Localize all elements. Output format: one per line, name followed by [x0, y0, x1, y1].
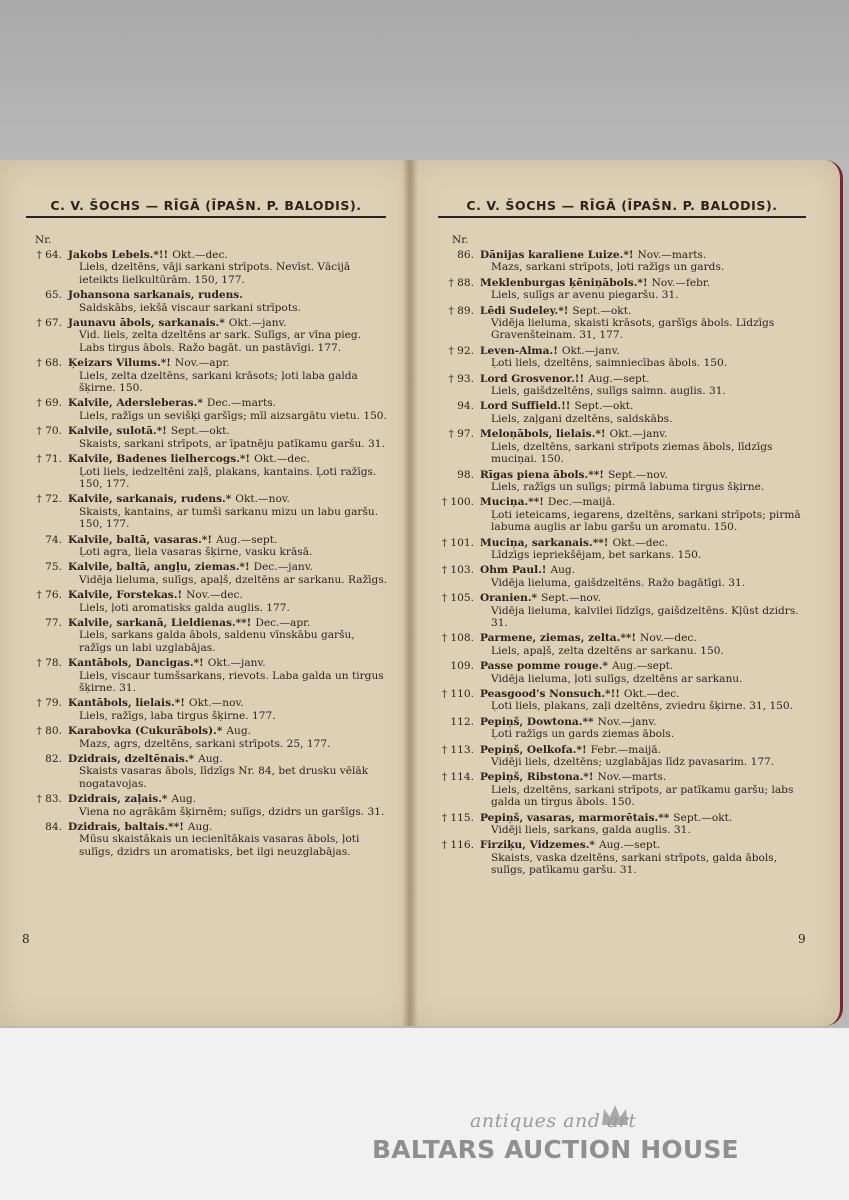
variety-name: Karabovka (Cukurābols).* — [68, 725, 223, 738]
entry-number: † 92. — [448, 344, 474, 357]
book-gutter — [402, 160, 418, 1026]
catalog-entry — [432, 345, 808, 370]
entry-number: † 105. — [441, 592, 474, 605]
ripening-season: Aug. — [226, 725, 251, 738]
variety-description: Ļoti agra, liela vasaras šķirne, vasku krāsā. — [79, 545, 313, 558]
variety-name: Rīgas piena ābols.**! — [480, 468, 604, 481]
ripening-season: Febr.—maijā. — [590, 743, 662, 756]
catalog-entry — [432, 688, 808, 713]
variety-name: Oranien.* — [480, 592, 538, 605]
ripening-season: Okt.—nov. — [235, 493, 290, 506]
variety-name: Jaunavu ābols, sarkanais.* — [68, 317, 225, 330]
catalog-entry — [20, 821, 388, 858]
entry-number: 77. — [45, 616, 62, 629]
variety-description: Ļoti liels, iedzeltēni zaļš, plakans, kantains. Ļoti ražīgs. 150, 177. — [79, 465, 377, 490]
variety-name: Johansona sarkanais, rudens. — [68, 289, 243, 302]
ripening-season: Aug. — [198, 753, 223, 766]
variety-name: Pepiņš, vasaras, marmorētais.** — [480, 811, 670, 824]
catalog-entry — [432, 592, 808, 629]
ripening-season: Nov.—janv. — [597, 715, 657, 728]
ripening-season: Okt.—janv. — [207, 657, 266, 670]
ripening-season: Nov.—dec. — [186, 589, 243, 602]
ripening-season: Dec.—maijā. — [547, 496, 616, 509]
catalog-entry — [20, 617, 388, 654]
entry-number: † 93. — [448, 372, 474, 385]
left-page — [0, 160, 410, 1026]
variety-description: Mūsu skaistākais un iecienītākais vasaras ābols, ļoti sulīgs, dzidrs un aromatisks, bet ilgi neuzglabājas. — [79, 833, 360, 858]
variety-description: Liels, sulīgs ar avenu piegaršu. 31. — [491, 289, 679, 302]
entry-number: 112. — [450, 715, 474, 728]
variety-description: Vidēja lieluma, ļoti sulīgs, dzeltēns ar sarkanu. — [491, 672, 743, 685]
variety-description: Liels, ražīgs, laba tirgus šķirne. 177. — [79, 709, 276, 722]
entry-number: 94. — [457, 400, 474, 413]
entry-number: † 68. — [36, 357, 62, 370]
ripening-season: Nov.—febr. — [651, 276, 711, 289]
variety-description: Ļoti ieteicams, iegarens, dzeltēns, sarkani strīpots; pirmā labuma auglis ar labu garšu un aromatu. 150. — [491, 508, 801, 534]
variety-name: Meklenburgas ķēniņābols.*! — [480, 276, 648, 289]
entry-number: 82. — [45, 753, 62, 766]
catalog-entry — [432, 249, 808, 274]
catalog-entry — [20, 793, 388, 818]
variety-name: Kalvile, Adersleberas.* — [68, 397, 203, 410]
entry-number: 98. — [457, 468, 474, 481]
entry-number: † 108. — [441, 632, 474, 645]
variety-description: Liels, dzeltēns, sarkani strīpots ziemas ābols, līdzīgs muciņai. 150. — [491, 440, 773, 466]
variety-name: Kalvile, baltā, vasaras.*! — [68, 533, 212, 546]
entry-number: † 116. — [441, 839, 474, 852]
ripening-season: Okt.—janv. — [561, 344, 620, 357]
variety-name: Muciņa, sarkanais.**! — [480, 536, 609, 549]
variety-description: Liels, gaišdzeltēns, sulīgs saimn. auglis. 31. — [491, 385, 726, 398]
nr-column-label: Nr. — [35, 234, 52, 246]
variety-description: Vidēja lieluma, sulīgs, apaļš, dzeltēns ar sarkanu. Ražīgs. — [79, 573, 388, 586]
entry-list — [432, 249, 808, 880]
ripening-season: Nov.—marts. — [637, 249, 707, 261]
variety-description: Liels, ražīgs un sulīgs; pirmā labuma tirgus šķirne. — [491, 480, 765, 493]
catalog-entry — [432, 744, 808, 769]
catalog-entry — [20, 453, 388, 490]
ripening-season: Dec.—janv. — [253, 561, 313, 574]
variety-name: Parmene, ziemas, zelta.**! — [480, 632, 637, 645]
entry-number: † 100. — [441, 496, 474, 509]
catalog-entry — [432, 469, 808, 494]
variety-description: Ļoti liels, dzeltēns, saimniecības ābols. 150. — [491, 357, 728, 370]
entry-number: 65. — [45, 289, 62, 302]
ripening-season: Aug.—sept. — [588, 372, 650, 385]
variety-description: Viena no agrākām šķirnēm; sulīgs, dzidrs un garšīgs. 31. — [79, 805, 385, 818]
watermark-brand: BALTARS AUCTION HOUSE — [372, 1135, 739, 1164]
entry-number: † 110. — [441, 688, 474, 700]
entry-number: † 71. — [36, 453, 62, 466]
ripening-season: Aug.—sept. — [611, 660, 674, 673]
entry-number: 109. — [450, 660, 474, 673]
entry-number: † 103. — [441, 564, 474, 577]
variety-description: Līdzīgs iepriekšējam, bet sarkans. 150. — [491, 548, 702, 561]
entry-number: † 76. — [36, 589, 62, 602]
catalog-entry — [20, 589, 388, 614]
entry-number: † 69. — [36, 397, 62, 410]
variety-description: Skaists vasaras ābols, līdzīgs Nr. 84, bet drusku vēlāk nogatavojas. — [79, 765, 369, 790]
variety-description: Liels, dzeltēns, sarkani strīpots, ar patīkamu garšu; labs galda un tirgus ābols. 150. — [491, 783, 794, 809]
nr-column-label: Nr. — [452, 234, 469, 246]
variety-name: Ohm Paul.! — [480, 564, 547, 577]
watermark-tagline: antiques and art — [470, 1110, 637, 1132]
variety-description: Skaists, sarkani strīpots, ar īpatnēju patīkamu garšu. 31. — [79, 437, 385, 450]
catalog-entry — [20, 753, 388, 790]
variety-name: Pepiņš, Oelkofa.*! — [480, 743, 587, 756]
variety-description: Ļoti liels, plakans, zaļi dzeltēns, zviedru šķirne. 31, 150. — [491, 700, 794, 713]
variety-name: Kalvile, sarkanā, Lieldienas.**! — [68, 616, 252, 629]
catalog-entry — [20, 534, 388, 559]
ripening-season: Aug.—sept. — [215, 533, 278, 546]
variety-name: Dzidrais, zaļais.* — [68, 793, 168, 806]
ripening-season: Aug. — [171, 793, 197, 806]
catalog-entry — [432, 537, 808, 562]
entry-number: † 64. — [36, 249, 62, 261]
variety-description: Saldskābs, iekšā viscaur sarkani strīpots. — [79, 301, 301, 314]
entry-number: † 113. — [441, 743, 474, 756]
ripening-season: Okt.—janv. — [228, 317, 287, 330]
catalog-entry — [432, 771, 808, 808]
variety-name: Peasgood's Nonsuch.*!! — [480, 688, 620, 700]
ripening-season: Aug. — [187, 821, 213, 834]
variety-description: Liels, ražīgs un sevišķi garšīgs; mīl aizsargātu vietu. 150. — [79, 409, 387, 422]
ripening-season: Sept.—okt. — [170, 425, 230, 438]
catalog-entry — [20, 357, 388, 394]
catalog-entry — [432, 660, 808, 685]
variety-name: Jakobs Lebels.*!! — [68, 249, 169, 261]
ripening-season: Okt.—dec. — [254, 453, 310, 466]
catalog-entry — [432, 716, 808, 741]
variety-description: Vidēja lieluma, skaisti krāsots, garšīgs ābols. Līdzīgs Gravenšteinam. 31, 177. — [491, 317, 775, 342]
catalog-entry — [20, 725, 388, 750]
catalog-entry — [432, 496, 808, 533]
ripening-season: Okt.—dec. — [623, 688, 680, 700]
catalog-entry — [20, 397, 388, 422]
catalog-entry — [20, 657, 388, 694]
catalog-entry — [432, 305, 808, 342]
ripening-season: Aug.—sept. — [598, 839, 661, 852]
entry-list — [20, 249, 388, 861]
variety-description: Liels, zaļgani dzeltēns, saldskābs. — [491, 412, 673, 425]
variety-name: Leven-Alma.! — [480, 344, 558, 357]
catalog-entry — [20, 317, 388, 354]
entry-number: 74. — [45, 533, 62, 546]
entry-number: 86. — [457, 249, 474, 261]
ripening-season: Sept.—okt. — [673, 811, 733, 824]
catalog-entry — [20, 249, 388, 286]
catalog-entry — [20, 289, 388, 314]
variety-name: Firziķu, Vidzemes.* — [480, 839, 595, 852]
ripening-season: Nov.—dec. — [640, 632, 697, 645]
page-header: C. V. ŠOCHS — RĪGĀ (ĪPAŠN. P. BALODIS). — [26, 198, 386, 218]
variety-name: Kalvile, baltā, angļu, ziemas.*! — [68, 561, 250, 574]
catalog-entry — [432, 812, 808, 837]
entry-number: † 79. — [36, 697, 62, 710]
entry-number: † 80. — [36, 725, 62, 738]
variety-name: Lord Grosvenor.!! — [480, 372, 585, 385]
catalog-entry — [432, 564, 808, 589]
variety-description: Mazs, agrs, dzeltēns, sarkani strīpots. 25, 177. — [79, 737, 331, 750]
variety-name: Kalvile, sarkanais, rudens.* — [68, 493, 232, 506]
variety-name: Lēdi Sudeley.*! — [480, 304, 569, 317]
catalog-entry — [432, 428, 808, 465]
ripening-season: Nov.—apr. — [174, 357, 230, 370]
variety-name: Meloņābols, lielais.*! — [480, 428, 606, 441]
entry-number: 75. — [45, 561, 62, 574]
ripening-season: Sept.—nov. — [541, 592, 601, 605]
catalog-entry — [20, 697, 388, 722]
entry-number: † 101. — [441, 536, 474, 549]
variety-name: Kalvile, sulotā.*! — [68, 425, 167, 438]
entry-number: † 114. — [441, 771, 474, 784]
ripening-season: Okt.—janv. — [609, 428, 668, 441]
variety-name: Kantābols, lielais.*! — [68, 697, 185, 710]
entry-number: † 115. — [441, 811, 474, 824]
variety-name: Pepiņš, Dowtona.** — [480, 715, 594, 728]
entry-number: † 67. — [36, 317, 62, 330]
variety-name: Ķeizars Vilums.*! — [68, 357, 171, 370]
variety-description: Liels, ļoti aromatisks galda auglis. 177. — [79, 601, 290, 614]
entry-number: † 88. — [448, 276, 474, 289]
ripening-season: Okt.—dec. — [172, 249, 228, 261]
variety-name: Lord Suffield.!! — [480, 400, 571, 413]
ripening-season: Okt.—dec. — [612, 536, 669, 549]
catalog-entry — [432, 373, 808, 398]
ripening-season: Nov.—marts. — [597, 771, 667, 784]
catalog-entry — [20, 561, 388, 586]
variety-name: Kantābols, Dancigas.*! — [68, 657, 204, 670]
entry-number: † 70. — [36, 425, 62, 438]
variety-description: Liels, viscaur tumšsarkans, rievots. Laba galda un tirgus šķirne. 31. — [79, 669, 384, 694]
variety-description: Vid. liels, zelta dzeltēns ar sark. Sulīgs, ar vīna pieg. Labs tirgus ābols. Ražo bagāt. un pastāvīgi. 177. — [79, 329, 362, 354]
catalog-entry — [432, 839, 808, 876]
page-header: C. V. ŠOCHS — RĪGĀ (ĪPAŠN. P. BALODIS). — [438, 198, 806, 218]
variety-description: Mazs, sarkani strīpots, ļoti ražīgs un gards. — [491, 261, 725, 274]
page-number: 8 — [22, 932, 30, 946]
entry-number: 84. — [45, 821, 62, 834]
ripening-season: Sept.—nov. — [607, 468, 668, 481]
ripening-season: Dec.—apr. — [255, 616, 311, 629]
variety-name: Muciņa.**! — [480, 496, 544, 509]
variety-description: Vidēja lieluma, kalvilei līdzīgs, gaišdzeltēns. Kļūst dzidrs. 31. — [491, 604, 799, 629]
variety-description: Skaists, kantains, ar tumši sarkanu mizu un labu garšu. 150, 177. — [79, 505, 379, 531]
ripening-season: Aug. — [550, 564, 576, 577]
variety-name: Kalvile, Forstekas.! — [68, 589, 183, 602]
variety-name: Passe pomme rouge.* — [480, 660, 608, 673]
entry-number: † 89. — [448, 304, 474, 317]
variety-description: Ļoti ražīgs un gards ziemas ābols. — [491, 728, 675, 741]
variety-name: Dzidrais, dzeltēnais.* — [68, 753, 195, 766]
variety-description: Liels, sarkans galda ābols, saldenu vīnskābu garšu, ražīgs un labi uzglabājas. — [79, 629, 355, 654]
entry-number: † 72. — [36, 493, 62, 506]
catalog-entry — [20, 493, 388, 530]
entry-number: † 78. — [36, 657, 62, 670]
variety-description: Liels, zelta dzeltēns, sarkani krāsots; ļoti laba galda šķirne. 150. — [79, 369, 358, 395]
entry-number: † 83. — [36, 793, 62, 806]
variety-name: Dzidrais, baltais.**! — [68, 821, 184, 834]
background-top — [0, 0, 849, 160]
variety-description: Skaists, vaska dzeltēns, sarkani strīpots, galda ābols, sulīgs, patīkamu garšu. 31. — [491, 851, 778, 877]
ripening-season: Sept.—okt. — [574, 400, 634, 413]
catalog-entry — [432, 277, 808, 302]
catalog-entry — [432, 632, 808, 657]
right-page — [410, 160, 843, 1026]
variety-description: Liels, dzeltēns, vāji sarkani strīpots. Nevīst. Vācijā ieteikts lielkultūrām. 150, 177. — [79, 261, 351, 286]
variety-description: Vidēji liels, dzeltēns; uzglabājas līdz pavasarim. 177. — [491, 756, 775, 769]
variety-description: Vidēji liels, sarkans, galda auglis. 31. — [491, 824, 691, 837]
ripening-season: Dec.—marts. — [206, 397, 277, 410]
page-number: 9 — [798, 932, 806, 946]
ripening-season: Okt.—nov. — [188, 697, 244, 710]
variety-name: Pepiņš, Ribstona.*! — [480, 771, 594, 784]
catalog-entry — [20, 425, 388, 450]
ripening-season: Sept.—okt. — [572, 304, 632, 317]
entry-number: † 97. — [448, 428, 474, 441]
variety-description: Liels, apaļš, zelta dzeltēns ar sarkanu. 150. — [491, 644, 724, 657]
catalog-entry — [432, 400, 808, 425]
variety-description: Vidēja lieluma, gaišdzeltēns. Ražo bagātīgi. 31. — [491, 576, 746, 589]
background-bottom — [0, 1028, 849, 1200]
variety-name: Kalvile, Badenes lielhercogs.*! — [68, 453, 251, 466]
variety-name: Dānijas karaliene Luize.*! — [480, 249, 634, 261]
